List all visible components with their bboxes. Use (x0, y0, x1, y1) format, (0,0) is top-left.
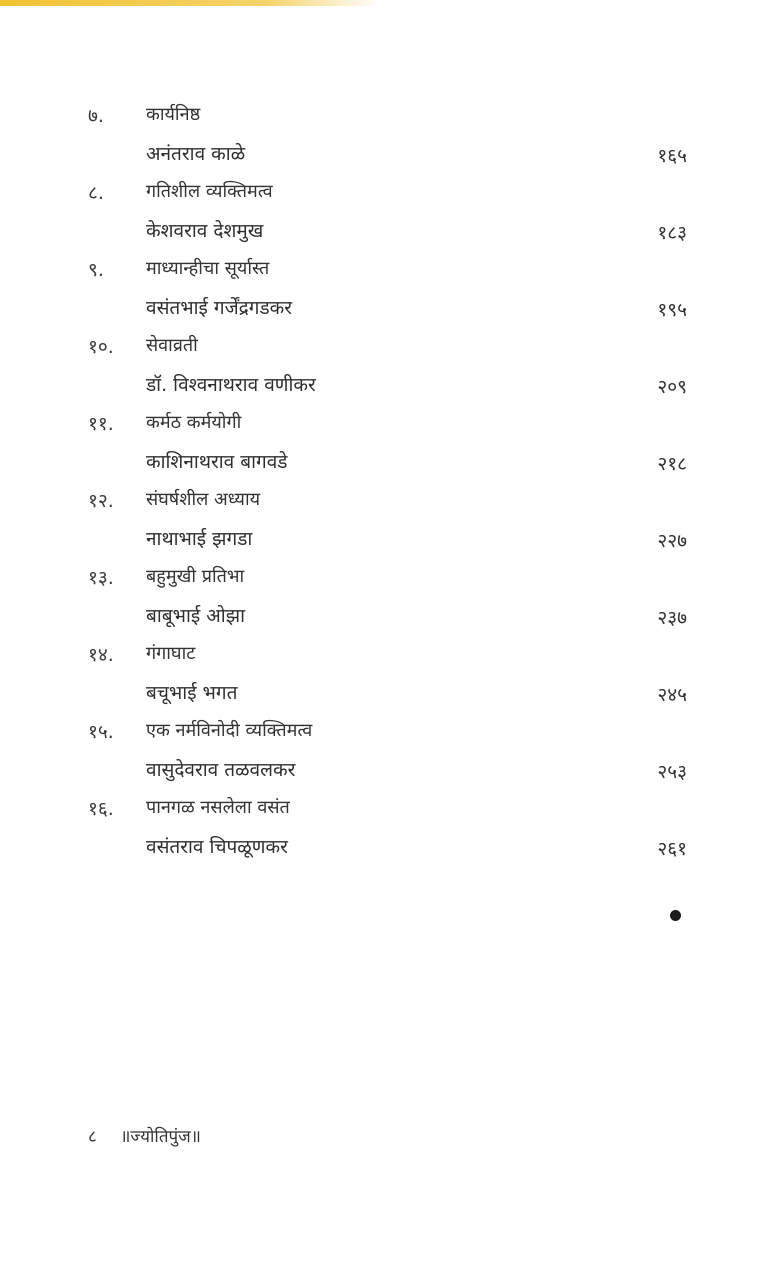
toc-entry[interactable] (0, 404, 772, 481)
chapter-author: बचूभाई भगत (146, 682, 238, 704)
chapter-title: गतिशील व्यक्तिमत्व (146, 181, 273, 202)
end-bullet (670, 910, 681, 921)
chapter-number: १०. (88, 336, 114, 358)
chapter-title: कर्मठ कर्मयोगी (146, 412, 242, 433)
footer-page-number: ८ (88, 1127, 97, 1147)
chapter-number: ११. (88, 413, 114, 435)
chapter-author: नाथाभाई झगडा (146, 528, 253, 550)
chapter-title: संघर्षशील अध्याय (146, 489, 261, 510)
toc-entry[interactable] (0, 789, 772, 866)
chapter-number: १५. (88, 721, 114, 743)
chapter-title: माध्यान्हीचा सूर्यास्त (146, 258, 270, 279)
toc-entry[interactable] (0, 558, 772, 635)
toc-entry[interactable] (0, 712, 772, 789)
chapter-author: वसंतराव चिपळूणकर (146, 836, 288, 858)
chapter-page-number: २३७ (657, 607, 687, 629)
chapter-title: एक नर्मविनोदी व्यक्तिमत्व (146, 720, 313, 741)
chapter-author: केशवराव देशमुख (146, 220, 264, 242)
chapter-number: १६. (88, 798, 114, 820)
chapter-page-number: २६१ (657, 838, 687, 860)
chapter-author: काशिनाथराव बागवडे (146, 451, 288, 473)
table-of-contents (0, 96, 772, 866)
chapter-number: ९. (88, 259, 104, 281)
chapter-title: कार्यनिष्ठ (146, 104, 201, 125)
toc-entry[interactable] (0, 481, 772, 558)
chapter-number: ७. (88, 105, 104, 127)
chapter-page-number: २५३ (657, 761, 687, 783)
toc-entry[interactable] (0, 96, 772, 173)
chapter-number: ८. (88, 182, 104, 204)
chapter-title: बहुमुखी प्रतिभा (146, 566, 245, 587)
chapter-author: डॉ. विश्वनाथराव वणीकर (146, 374, 316, 396)
chapter-page-number: २१८ (657, 453, 687, 475)
chapter-author: वासुदेवराव तळवलकर (146, 759, 296, 781)
chapter-title: पानगळ नसलेला वसंत (146, 797, 290, 818)
chapter-author: बाबूभाई ओझा (146, 605, 245, 627)
chapter-page-number: १९५ (657, 299, 687, 321)
chapter-page-number: १६५ (657, 145, 687, 167)
chapter-number: १४. (88, 644, 114, 666)
toc-entry[interactable] (0, 173, 772, 250)
chapter-page-number: २०९ (657, 376, 687, 398)
chapter-author: अनंतराव काळे (146, 143, 246, 165)
chapter-page-number: २२७ (657, 530, 687, 552)
footer-book-title: ॥ज्योतिपुंज॥ (120, 1127, 201, 1147)
chapter-page-number: २४५ (657, 684, 687, 706)
toc-entry[interactable] (0, 250, 772, 327)
chapter-title: सेवाव्रती (146, 335, 198, 356)
chapter-title: गंगाघाट (146, 643, 196, 664)
page-footer (88, 1124, 201, 1147)
toc-entry[interactable] (0, 635, 772, 712)
top-accent-bar (0, 0, 380, 6)
chapter-author: वसंतभाई गर्जेंद्रगडकर (146, 297, 292, 319)
toc-entry[interactable] (0, 327, 772, 404)
chapter-page-number: १८३ (657, 222, 687, 244)
chapter-number: १३. (88, 567, 114, 589)
chapter-number: १२. (88, 490, 114, 512)
